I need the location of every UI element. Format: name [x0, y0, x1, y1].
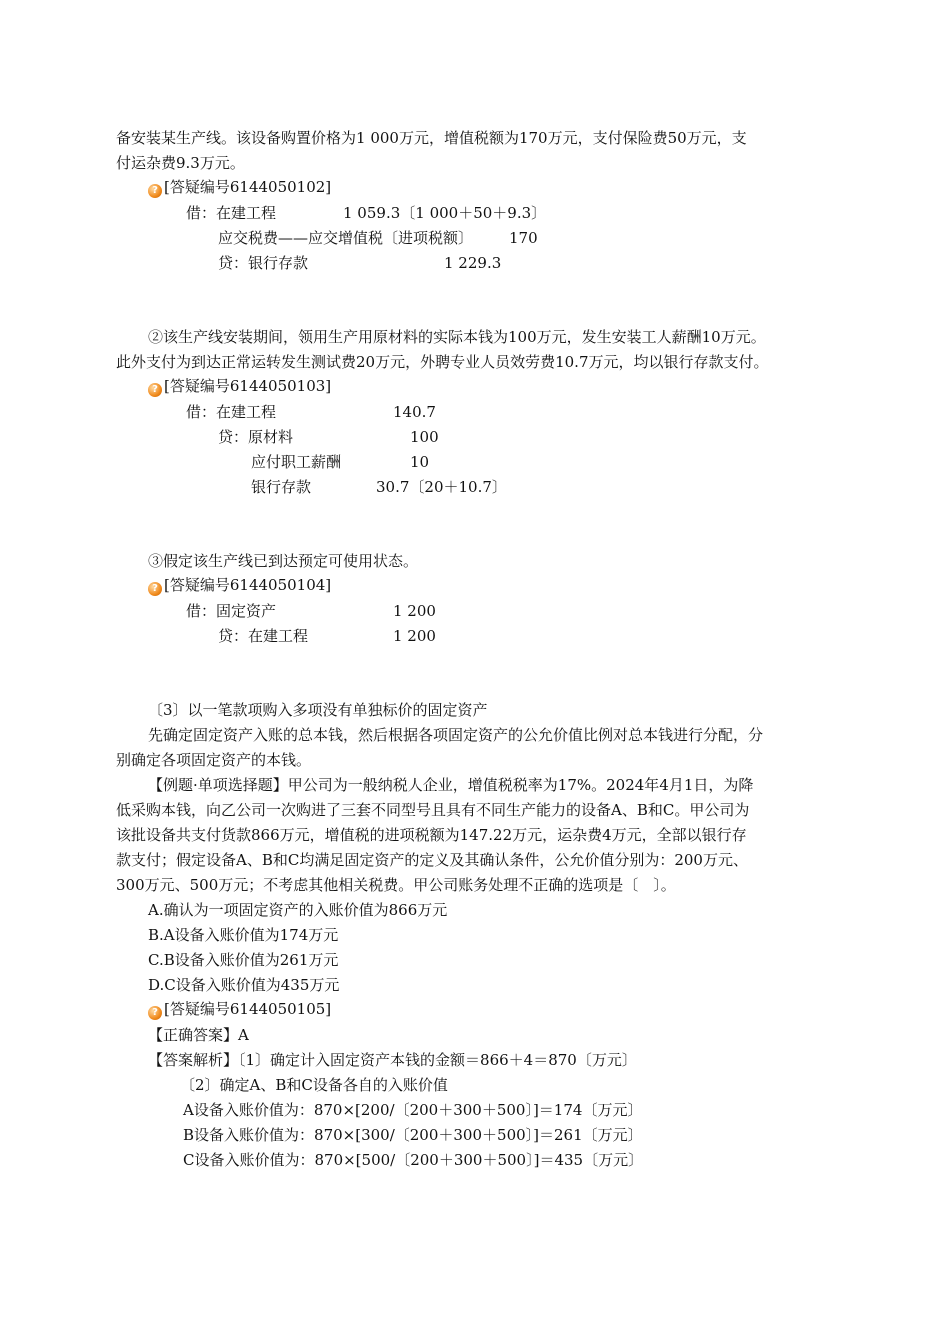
ref-number: [答疑编号6144050102] — [164, 178, 332, 196]
entry-amount: 170 — [509, 229, 538, 247]
entry-amount: 30.7〔20＋10.7〕 — [376, 478, 507, 496]
entry-label: 银行存款 — [251, 478, 312, 496]
entry-label: 借：在建工程 — [186, 204, 277, 222]
question-icon[interactable]: ? — [148, 184, 162, 198]
example-line: 【例题·单项选择题】甲公司为一般纳税人企业，增值税税率为17%。2024年4月1日，为降 — [148, 776, 754, 794]
analysis-line: 【答案解析】〔1〕确定计入固定资产本钱的金额＝866＋4＝870〔万元〕 — [148, 1051, 637, 1069]
entry-amount: 1 229.3 — [444, 254, 502, 272]
question-icon[interactable]: ? — [148, 582, 162, 596]
entry-amount: 1 200 — [393, 627, 436, 645]
ref-number: [答疑编号6144050105] — [164, 1000, 332, 1018]
entry-amount: 140.7 — [393, 403, 436, 421]
entry-label: 贷：在建工程 — [218, 627, 309, 645]
section-heading: 〔3〕以一笔款项购入多项没有单独标价的固定资产 — [148, 701, 488, 719]
ref-line — [148, 376, 331, 397]
calc-line: B设备入账价值为：870×[300/〔200＋300＋500〕]＝261〔万元〕 — [183, 1126, 643, 1144]
option-c: C.B设备入账价值为261万元 — [148, 951, 339, 969]
option-d: D.C设备入账价值为435万元 — [148, 976, 340, 994]
text-line: 此外支付为到达正常运转发生测试费20万元，外聘专业人员效劳费10.7万元，均以银行存款支付。 — [116, 353, 769, 371]
entry-label: 借：在建工程 — [186, 403, 277, 421]
option-a: A.确认为一项固定资产的入账价值为866万元 — [148, 901, 448, 919]
entry-amount: 100 — [410, 428, 439, 446]
analysis-line: 〔2〕确定A、B和C设备各自的入账价值 — [180, 1076, 448, 1094]
entry-amount: 1 200 — [393, 602, 436, 620]
ref-number: [答疑编号6144050104] — [164, 576, 332, 594]
example-line: 300万元、500万元；不考虑其他相关税费。甲公司账务处理不正确的选项是〔 〕。 — [116, 876, 676, 894]
entry-amount: 10 — [410, 453, 430, 471]
text-line: 付运杂费9.3万元。 — [116, 154, 245, 172]
ref-line — [148, 999, 331, 1020]
entry-label: 应交税费——应交增值税〔进项税额〕 — [218, 229, 474, 247]
text-line: 备安装某生产线。该设备购置价格为1 000万元，增值税额为170万元，支付保险费50万元，支 — [116, 129, 747, 147]
question-icon[interactable]: ? — [148, 383, 162, 397]
entry-label: 贷：原材料 — [218, 428, 294, 446]
entry-label: 应付职工薪酬 — [251, 453, 342, 471]
example-line: 低采购本钱，向乙公司一次购进了三套不同型号且具有不同生产能力的设备A、B和C。甲公司为 — [116, 801, 750, 819]
entry-label: 借：固定资产 — [186, 602, 277, 620]
ref-number: [答疑编号6144050103] — [164, 377, 332, 395]
example-line: 款支付；假定设备A、B和C均满足固定资产的定义及其确认条件，公允价值分别为：200万元、 — [116, 851, 748, 869]
entry-amount: 1 059.3〔1 000＋50＋9.3〕 — [343, 204, 547, 222]
text-line: 别确定各项固定资产的本钱。 — [116, 751, 312, 769]
correct-answer: 【正确答案】A — [148, 1026, 249, 1044]
text-line: 先确定固定资产入账的总本钱，然后根据各项固定资产的公允价值比例对总本钱进行分配，分 — [148, 726, 764, 744]
text-line: ②该生产线安装期间，领用生产用原材料的实际本钱为100万元，发生安装工人薪酬10万元。 — [148, 328, 766, 346]
calc-line: A设备入账价值为：870×[200/〔200＋300＋500〕]＝174〔万元〕 — [183, 1101, 643, 1119]
question-icon[interactable]: ? — [148, 1006, 162, 1020]
calc-line: C设备入账价值为：870×[500/〔200＋300＋500〕]＝435〔万元〕 — [183, 1151, 644, 1169]
option-b: B.A设备入账价值为174万元 — [148, 926, 339, 944]
ref-line — [148, 575, 331, 596]
entry-label: 贷：银行存款 — [218, 254, 309, 272]
example-line: 该批设备共支付货款866万元，增值税的进项税额为147.22万元，运杂费4万元，全部以银行存 — [116, 826, 747, 844]
ref-line — [148, 177, 331, 198]
text-line: ③假定该生产线已到达预定可使用状态。 — [148, 552, 419, 570]
